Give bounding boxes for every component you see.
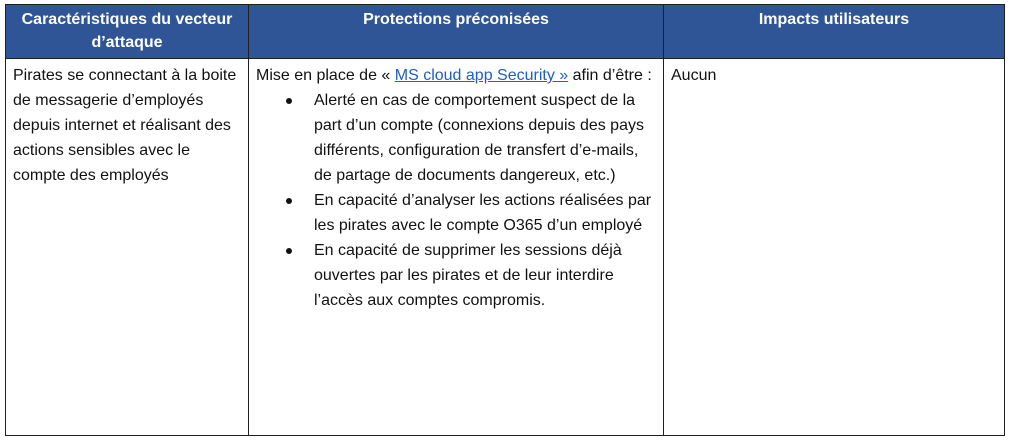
user-impacts-text: Aucun: [671, 67, 717, 84]
list-item-text: Alerté en cas de comportement suspect de la part d’un compte (connexions depuis des pays différents, configuration de transfert d’e-mails, de partage de documents dangereux, etc.): [314, 92, 644, 184]
bullet-icon: [286, 198, 292, 204]
header-row: [6, 5, 1005, 59]
attack-vector-text: Pirates se connectant à la boite de messagerie d’employés depuis internet et réalisant des actions sensibles avec le compte des employés: [13, 67, 237, 184]
header-attack-vector: [6, 5, 249, 59]
protections-table: [5, 4, 1005, 436]
ms-cloud-app-security-link[interactable]: MS cloud app Security »: [394, 67, 569, 84]
header-recommended-protections: [249, 5, 664, 59]
protections-intro-before: Mise en place de «: [256, 67, 395, 84]
header-user-impacts-label: Impacts utilisateurs: [758, 11, 910, 28]
list-item: [314, 88, 656, 188]
header-user-impacts: [664, 5, 1005, 59]
cell-user-impacts: [664, 59, 1005, 436]
header-attack-vector-label: Caractéristiques du vecteur d’attaque: [21, 11, 233, 51]
header-recommended-protections-label: Protections préconisées: [363, 11, 549, 28]
protections-list: [256, 88, 656, 313]
list-item-text: En capacité de supprimer les sessions déjà ouvertes par les pirates et de leur interdire l’accès aux comptes compromis.: [314, 242, 622, 309]
table-row: [6, 59, 1005, 436]
list-item-text: En capacité d’analyser les actions réalisées par les pirates avec le compte O365 d’un employé: [314, 192, 652, 234]
protections-intro-after: afin d’être :: [568, 67, 652, 84]
bullet-icon: [286, 248, 292, 254]
list-item: [314, 238, 656, 313]
bullet-icon: [286, 98, 292, 104]
list-item: [314, 188, 656, 238]
cell-protections: [249, 59, 664, 436]
protections-intro: [256, 63, 656, 88]
cell-attack-vector: [6, 59, 249, 436]
table-header: [6, 5, 1005, 59]
